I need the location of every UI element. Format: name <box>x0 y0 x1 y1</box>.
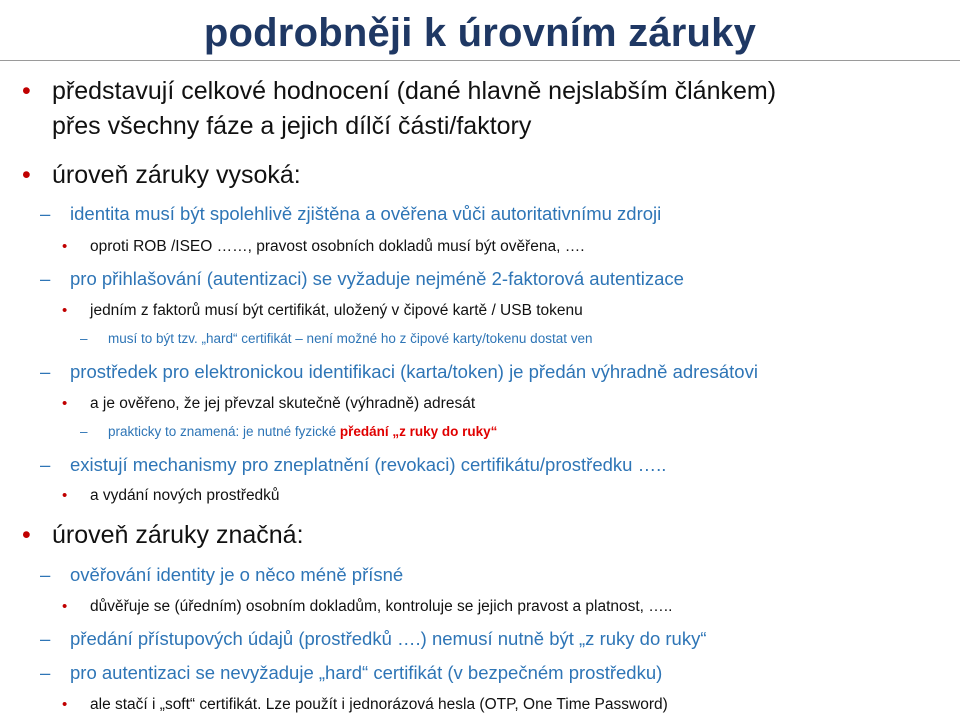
sub-item-text: prostředek pro elektronickou identifikaci (karta/token) je předán výhradně adresátovi <box>70 361 758 382</box>
bullet-marker: • <box>62 238 68 255</box>
detail-item-text: důvěřuje se (úředním) osobním dokladům, kontroluje se jejich pravost a platnost, ….. <box>90 598 673 615</box>
sub-item <box>40 626 707 652</box>
detail-item <box>62 300 583 322</box>
sub-item <box>40 201 662 227</box>
sub-item <box>40 562 404 588</box>
detail-item-text: oproti ROB /ISEO ……, pravost osobních dokladů musí být ověřena, …. <box>90 238 585 255</box>
slide-title: podrobněji k úrovním záruky <box>203 11 757 55</box>
dash-marker: – <box>40 662 51 683</box>
detail-item <box>62 236 585 258</box>
bullet-marker: • <box>62 302 68 319</box>
sub-item-text: existují mechanismy pro zneplatnění (revokaci) certifikátu/prostředku ….. <box>70 454 667 475</box>
dash-marker: – <box>40 564 51 585</box>
note-item-text <box>108 422 497 442</box>
bullet-text-line: představují celkové hodnocení (dané hlavně nejslabším článkem) <box>52 77 777 105</box>
sub-item <box>40 359 758 385</box>
note-item-prefix: prakticky to znamená: je nutné fyzické <box>108 424 340 439</box>
note-item <box>80 422 498 442</box>
dash-marker: – <box>40 203 51 224</box>
sub-item-text: identita musí být spolehlivě zjištěna a ověřena vůči autoritativnímu zdroji <box>70 203 662 224</box>
dash-marker: – <box>40 268 51 289</box>
bullet-marker: • <box>22 161 31 189</box>
dash-marker: – <box>40 454 51 475</box>
bullet-marker: • <box>22 521 31 549</box>
bullet-item <box>22 74 777 144</box>
detail-item <box>62 485 280 507</box>
sub-item-text: pro autentizaci se nevyžaduje „hard“ certifikát (v bezpečném prostředku) <box>70 662 663 683</box>
dash-marker: – <box>80 424 88 439</box>
detail-item-text: a je ověřeno, že jej převzal skutečně (výhradně) adresát <box>90 395 476 412</box>
dash-marker: – <box>40 361 51 382</box>
dash-marker: – <box>40 628 51 649</box>
sub-item <box>40 660 663 686</box>
bullet-marker: • <box>62 487 68 504</box>
detail-item <box>62 694 668 716</box>
detail-item-text: ale stačí i „soft“ certifikát. Lze použít i jednorázová hesla (OTP, One Time Password) <box>90 696 668 713</box>
detail-item <box>62 596 673 618</box>
sub-item <box>40 452 667 478</box>
sub-item-text: ověřování identity je o něco méně přísné <box>70 564 404 585</box>
sub-item-text: pro přihlašování (autentizaci) se vyžaduje nejméně 2-faktorová autentizace <box>70 268 684 289</box>
bullet-marker: • <box>62 598 68 615</box>
bullet-item <box>22 158 301 193</box>
sub-item <box>40 266 684 292</box>
bullet-marker: • <box>62 395 68 412</box>
bullet-text-line: úroveň záruky vysoká: <box>52 161 301 189</box>
emphasis-text: předání „z ruky do ruky“ <box>339 424 498 439</box>
dash-marker: – <box>80 331 88 346</box>
detail-item-text: jedním z faktorů musí být certifikát, uložený v čipové kartě / USB tokenu <box>90 302 583 319</box>
bullet-text-line: přes všechny fáze a jejich dílčí části/faktory <box>52 112 532 140</box>
detail-item-text: a vydání nových prostředků <box>90 487 280 504</box>
bullet-text-line: úroveň záruky značná: <box>52 521 304 549</box>
note-item-text: musí to být tzv. „hard“ certifikát – není možné ho z čipové karty/tokenu dostat ven <box>108 331 593 346</box>
bullet-marker: • <box>22 77 31 105</box>
bullet-item <box>22 518 304 553</box>
bullet-marker: • <box>62 696 68 713</box>
detail-item <box>62 393 476 415</box>
note-item <box>80 329 593 349</box>
sub-item-text: předání přístupových údajů (prostředků ….) nemusí nutně být „z ruky do ruky“ <box>70 628 707 649</box>
